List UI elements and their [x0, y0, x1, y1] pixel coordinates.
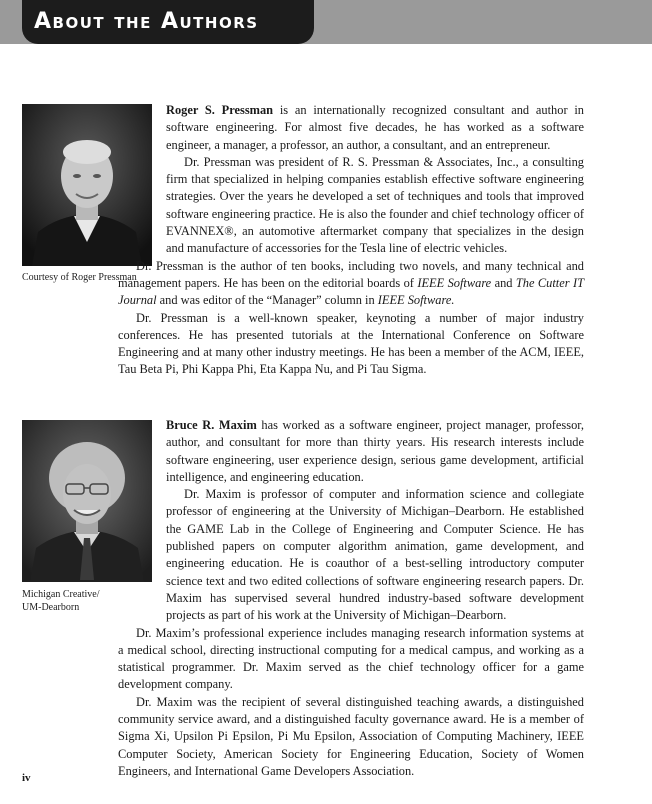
- bio-paragraph: Dr. Pressman is a well-known speaker, keynoting a number of major industry conferences. He has presented tutorials at the International Conference on Software Engineering and at many other industry meetings. He has been a member of the ACM, IEEE, Tau Beta Pi, Phi Kappa Phi, Eta Kappa Nu, and Pi Tau Sigma.: [118, 310, 584, 377]
- italic-title: The Cutter IT Journal: [118, 275, 584, 308]
- bio-paragraph: Dr. Maxim’s professional experience includes managing research information systems at a medical school, directing instructional computing for a medical campus, and working as a statistical programmer. Dr. Maxim served as the chief technology officer for a game development company.: [118, 625, 584, 692]
- bio-pressman: [118, 102, 584, 379]
- photo-caption-pressman: Courtesy of Roger Pressman: [22, 272, 137, 283]
- caption-line: UM-Dearborn: [22, 602, 80, 613]
- page-number: iv: [22, 772, 31, 784]
- italic-title: IEEE Software.: [377, 293, 455, 308]
- bio-text: Dr. Pressman is the author of ten books, including two novels, and many technical and management papers. He has been on the editorial boards of: [118, 258, 584, 290]
- bio-text: is an internationally recognized consultant and author in software engineering. For almost five decades, he has worked as a software engineer, a manager, a professor, an author, a consultant, and an entrepreneur.: [166, 103, 584, 152]
- bio-text: has worked as a software engineer, project manager, professor, author, and consultant for more than thirty years. His research interests include software engineering, user experience design, serious game development, artificial intelligence, and engineering education.: [166, 418, 584, 484]
- page-title: About the Authors: [22, 0, 314, 44]
- bio-paragraph: [118, 258, 584, 310]
- bio-text: and was editor of the “Manager” column in: [156, 293, 378, 308]
- author-name: Roger S. Pressman: [166, 103, 274, 117]
- caption-line: Michigan Creative/: [22, 589, 100, 600]
- italic-title: IEEE Software: [417, 275, 492, 290]
- bio-maxim: [118, 417, 584, 780]
- bio-paragraph: Dr. Maxim is professor of computer and information science and collegiate professor of engineering at the University of Michigan–Dearborn. He established the GAME Lab in the College of Engineering and Computer Science. He has published papers on computer algorithm animation, game development, and engineering education. He is coauthor of a best-selling introductory computer science text and two edited collections of software engineering research papers. Dr. Maxim has supervised several hundred industry-based software development projects as part of his work at the University of Michigan–Dearborn.: [166, 487, 584, 623]
- photo-caption-maxim: [22, 588, 122, 614]
- bio-paragraph: Dr. Maxim was the recipient of several distinguished teaching awards, a distinguished community service award, and a distinguished faculty governance award. He is a member of Sigma Xi, Upsilon Pi Epsilon, Pi Mu Epsilon, Association of Computing Machinery, IEEE Computer Society, American Society for Engineering Education, Society of Women Engineers, and International Game Developers Association.: [118, 694, 584, 778]
- bio-text: and: [491, 275, 516, 290]
- bio-paragraph: [118, 417, 584, 486]
- bio-paragraph: Dr. Pressman was president of R. S. Pressman & Associates, Inc., a consulting firm that specialized in helping companies establish effective software engineering strategies. Over the years he developed a set of techniques and tools that improved software engineering practice. He is also the founder and chief technology officer of EVANNEX®, an automotive aftermarket company that specializes in the design and manufacture of accessories for the Tesla line of electric vehicles.: [166, 154, 584, 256]
- bio-paragraph: [118, 102, 584, 154]
- author-name: Bruce R. Maxim: [166, 418, 257, 432]
